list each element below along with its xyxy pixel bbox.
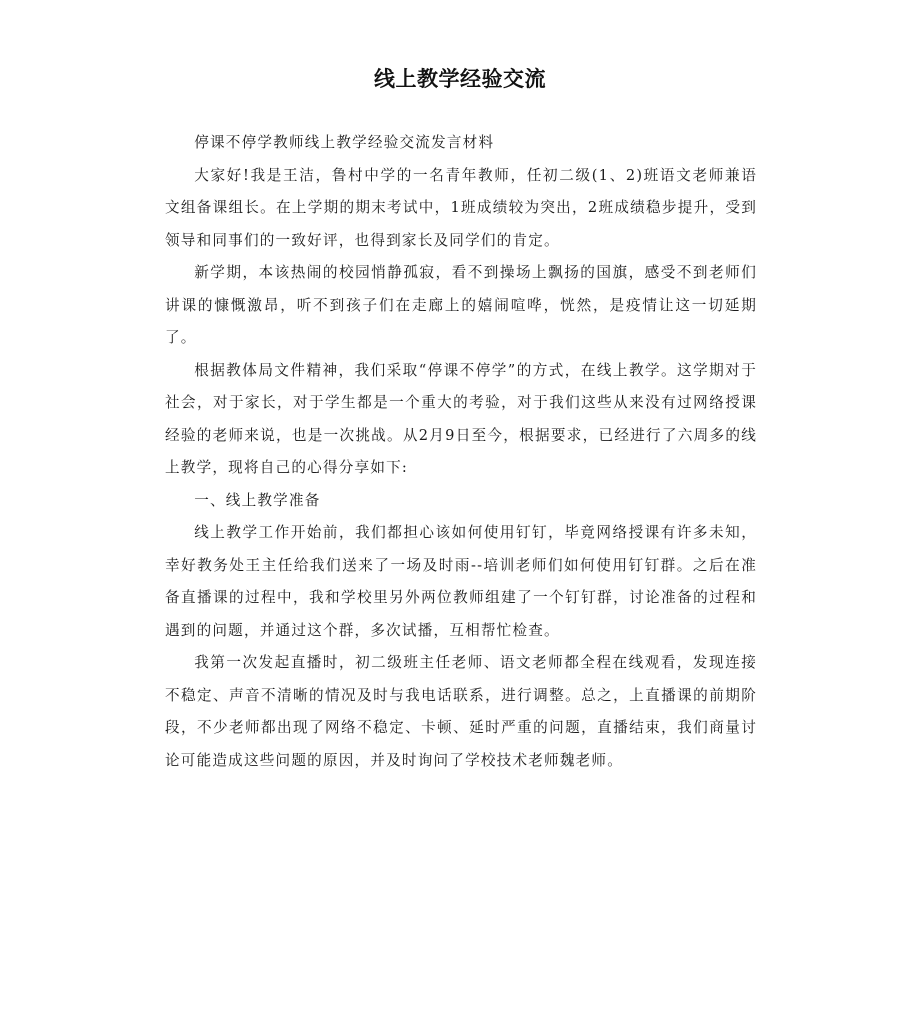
- body-paragraph: 新学期，本该热闹的校园悄静孤寂，看不到操场上飘扬的国旗，感受不到老师们讲课的慷慨激昂，听不到孩子们在走廊上的嬉闹喧哗，恍然，是疫情让这一切延期了。: [165, 264, 757, 346]
- body-paragraph: 根据教体局文件精神，我们采取“停课不停学”的方式，在线上教学。这学期对于社会，对于家长，对于学生都是一个重大的考验，对于我们这些从来没有过网络授课经验的老师来说，也是一次挑战。从2月9日至今，根据要求，已经进行了六周多的线上教学，现将自己的心得分享如下:: [165, 361, 757, 476]
- section-heading: 一、线上教学准备: [194, 491, 321, 509]
- document-title: 线上教学经验交流: [374, 67, 546, 91]
- body-paragraph: 线上教学工作开始前，我们都担心该如何使用钉钉，毕竟网络授课有许多未知，幸好教务处王主任给我们送来了一场及时雨--培训老师们如何使用钉钉群。之后在准备直播课的过程中，我和学校里另外两位教师组建了一个钉钉群，讨论准备的过程和遇到的问题，并通过这个群，多次试播，互相帮忙检查。: [165, 524, 757, 639]
- subtitle-paragraph: 停课不停学教师线上教学经验交流发言材料: [194, 134, 495, 151]
- document-body: [165, 127, 757, 777]
- body-paragraph: 大家好!我是王洁，鲁村中学的一名青年教师，任初二级(1、2)班语文老师兼语文组备课组长。在上学期的期末考试中，1班成绩较为突出，2班成绩稳步提升，受到领导和同事们的一致好评，也得到家长及同学们的肯定。: [165, 166, 757, 249]
- body-paragraph: 我第一次发起直播时，初二级班主任老师、语文老师都全程在线观看，发现连接不稳定、声音不清晰的情况及时与我电话联系，进行调整。总之，上直播课的前期阶段，不少老师都出现了网络不稳定、卡顿、延时严重的问题，直播结束，我们商量讨论可能造成这些问题的原因，并及时询问了学校技术老师魏老师。: [165, 654, 757, 769]
